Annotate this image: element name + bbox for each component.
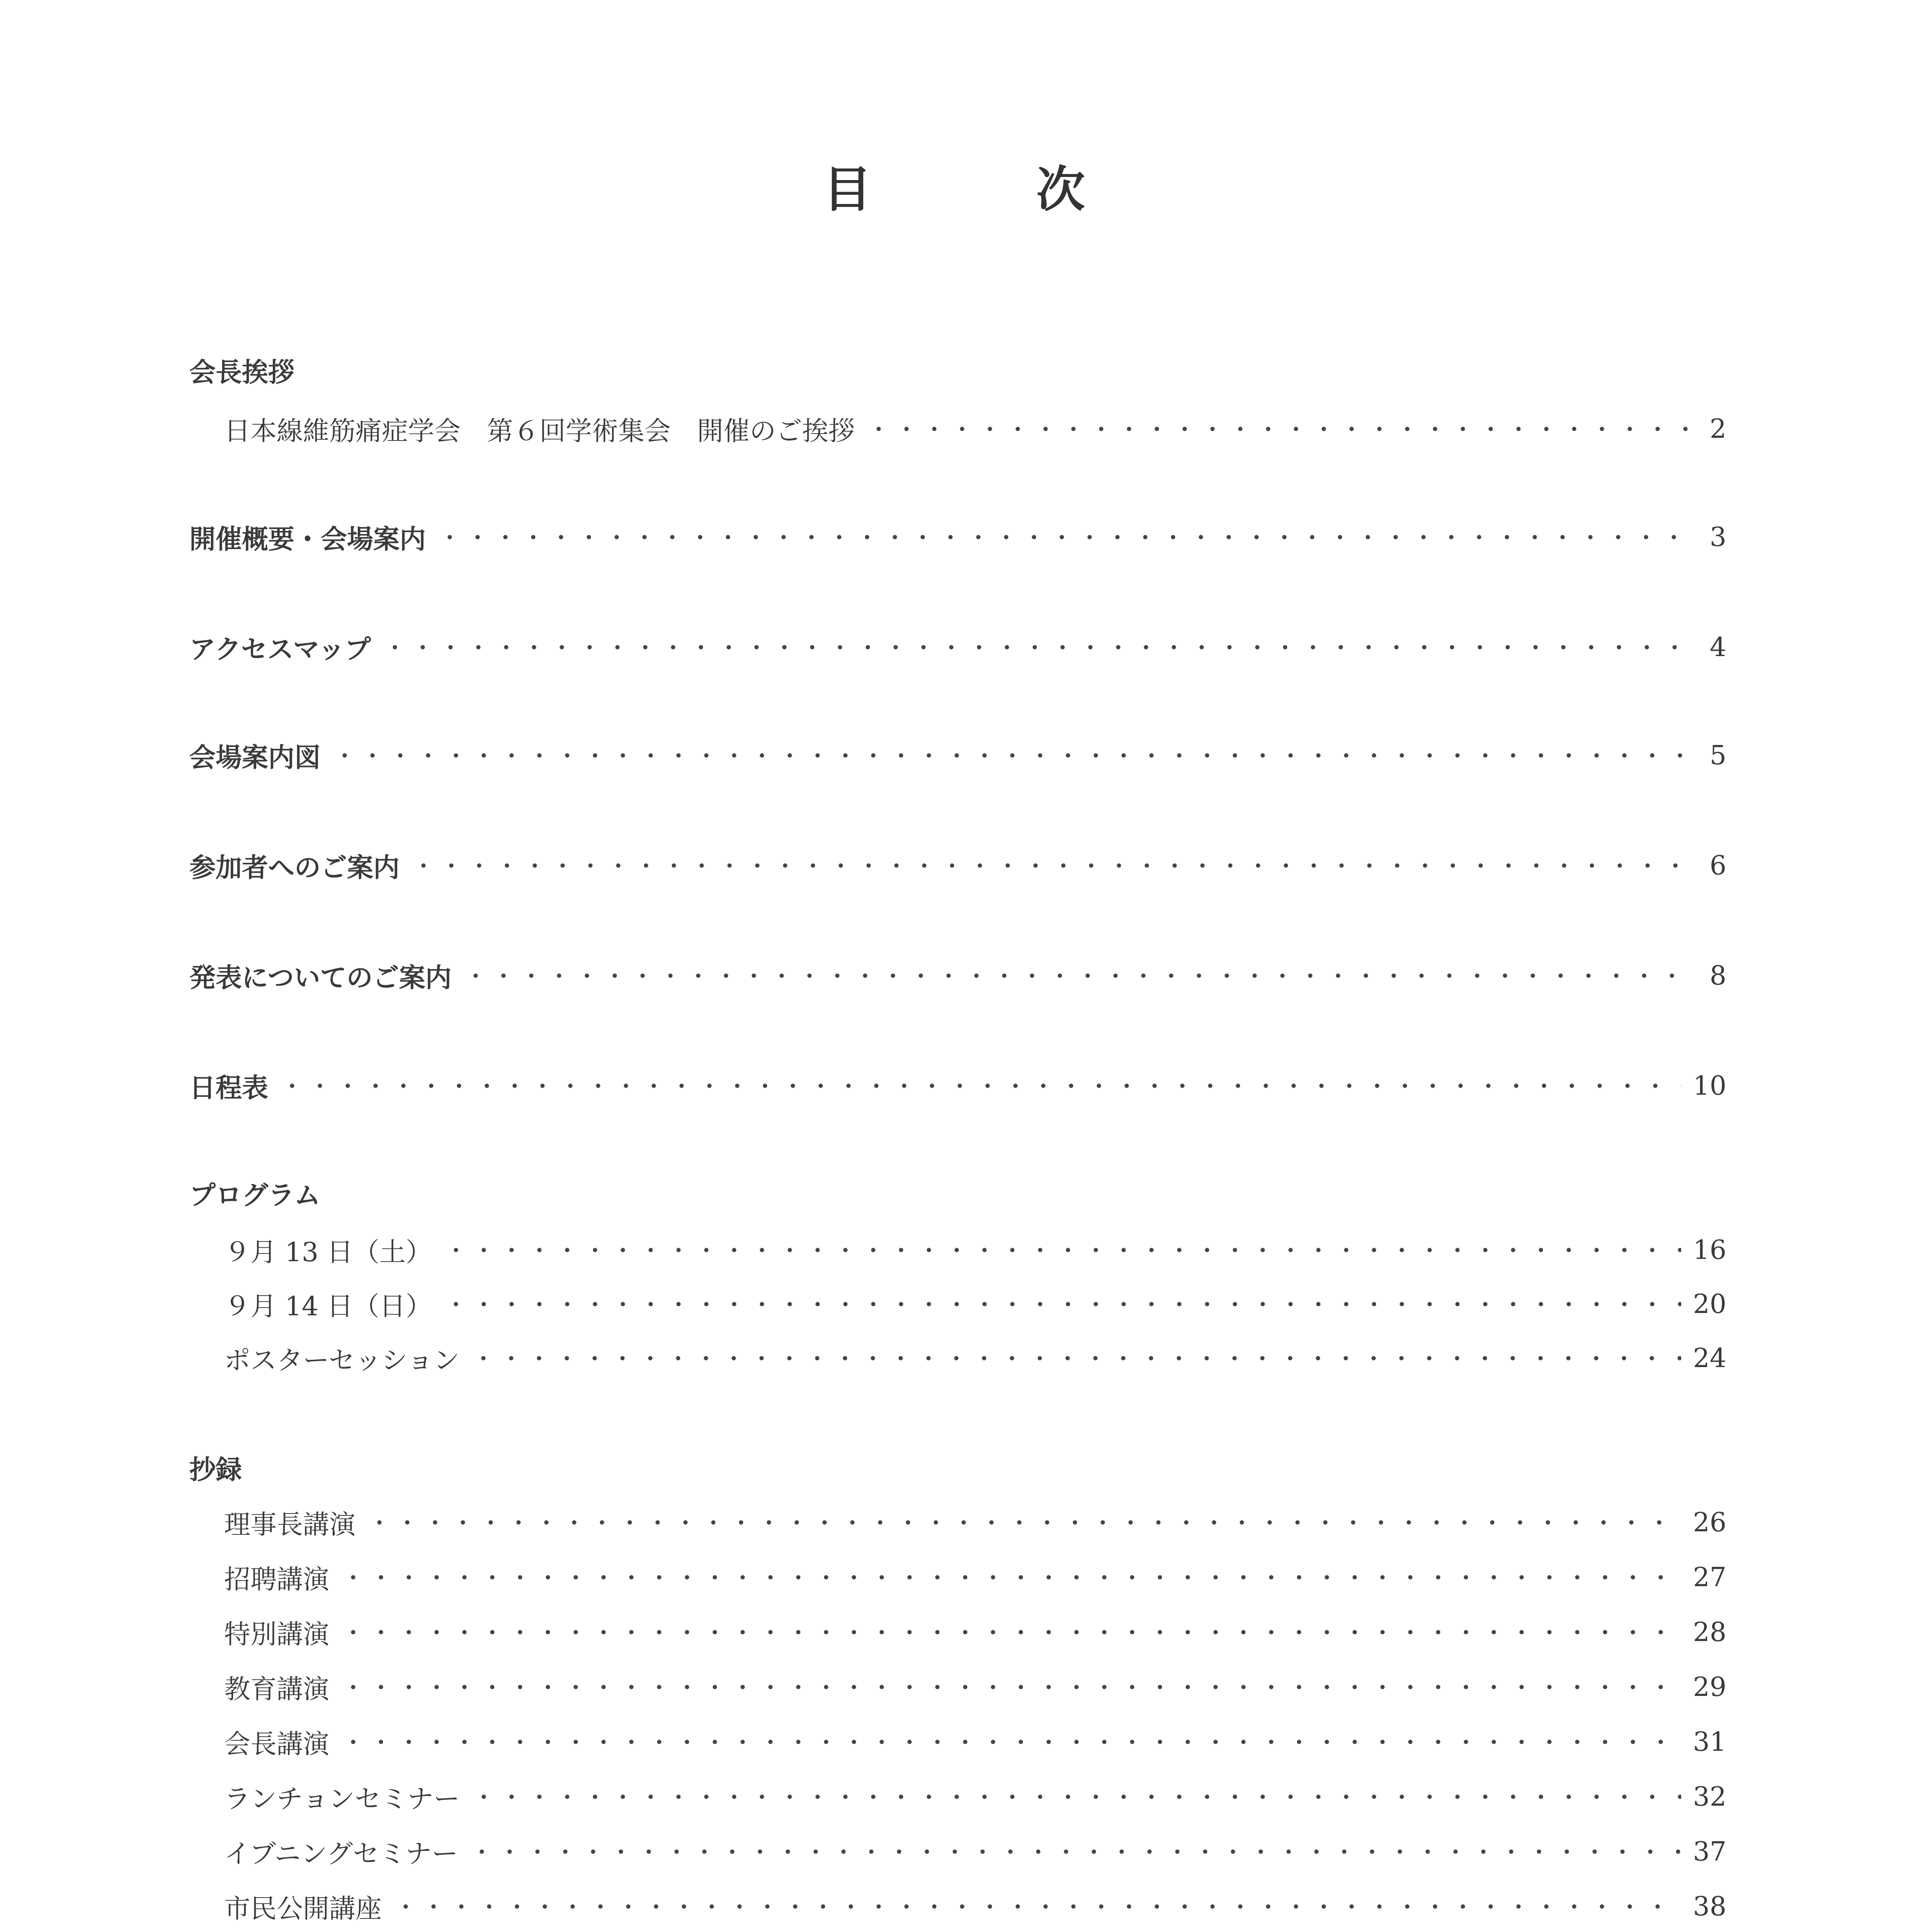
section-heading-abstracts: 抄録 bbox=[189, 1454, 242, 1485]
toc-entry-access-map[interactable] bbox=[189, 628, 1726, 667]
toc-entry-label: 理事長講演 bbox=[224, 1509, 356, 1540]
toc-entry-label: 市民公開講座 bbox=[224, 1893, 382, 1924]
toc-entry-schedule[interactable] bbox=[189, 1066, 1726, 1105]
toc-entry-page: 5 bbox=[1709, 740, 1726, 771]
toc-entry-label: アクセスマップ bbox=[189, 634, 371, 665]
toc-entry-page: 24 bbox=[1693, 1343, 1726, 1374]
toc-entry-page: 10 bbox=[1693, 1070, 1726, 1101]
dot-leader bbox=[339, 1685, 1681, 1689]
toc-entry-page: 29 bbox=[1693, 1672, 1726, 1702]
dot-leader bbox=[339, 1575, 1681, 1580]
toc-entry-abstract[interactable] bbox=[224, 1887, 1726, 1926]
toc-entry-program-day2[interactable] bbox=[224, 1285, 1726, 1323]
toc-entry-label: ポスターセッション bbox=[224, 1345, 460, 1376]
dot-leader bbox=[339, 1740, 1681, 1744]
dot-leader bbox=[410, 863, 1695, 868]
toc-entry-page: 4 bbox=[1709, 632, 1726, 663]
toc-entry-label: 参加者へのご案内 bbox=[189, 852, 400, 883]
dot-leader bbox=[470, 1794, 1682, 1799]
toc-entry-label: 日本線維筋痛症学会 第６回学術集会 開催のご挨拶 bbox=[224, 416, 855, 447]
toc-entry-label: 会場案内図 bbox=[189, 742, 321, 773]
toc-entry-participant-guide[interactable] bbox=[189, 846, 1726, 885]
toc-entry-page: 31 bbox=[1693, 1726, 1726, 1757]
section-heading-greeting: 会長挨拶 bbox=[189, 357, 295, 388]
dot-leader bbox=[381, 645, 1695, 650]
dot-leader bbox=[865, 427, 1695, 431]
toc-entry-program-poster[interactable] bbox=[224, 1339, 1726, 1378]
toc-entry-page: 27 bbox=[1693, 1562, 1726, 1593]
toc-entry-page: 20 bbox=[1693, 1289, 1726, 1320]
toc-entry-label: 会長講演 bbox=[224, 1729, 330, 1760]
toc-entry-page: 38 bbox=[1693, 1891, 1726, 1922]
dot-leader bbox=[392, 1904, 1681, 1909]
toc-entry-abstract[interactable] bbox=[224, 1777, 1726, 1816]
toc-entry-abstract[interactable] bbox=[224, 1613, 1726, 1651]
toc-entry-page: 16 bbox=[1693, 1235, 1726, 1265]
dot-leader bbox=[436, 535, 1695, 539]
toc-entry-overview[interactable] bbox=[189, 518, 1726, 556]
toc-entry-abstract[interactable] bbox=[224, 1558, 1726, 1597]
toc-entry-label: 発表についてのご案内 bbox=[189, 962, 452, 993]
toc-entry-presentation-guide[interactable] bbox=[189, 956, 1726, 995]
dot-leader bbox=[442, 1302, 1682, 1306]
dot-leader bbox=[442, 1248, 1682, 1252]
toc-entry-page: 32 bbox=[1693, 1781, 1726, 1812]
section-heading-program: プログラム bbox=[189, 1180, 321, 1211]
toc-entry-label: ９月 13 日（土） bbox=[224, 1237, 432, 1268]
dot-leader bbox=[339, 1630, 1681, 1634]
toc-entry-page: 2 bbox=[1709, 413, 1726, 444]
dot-leader bbox=[366, 1520, 1681, 1525]
toc-entry-abstract[interactable] bbox=[224, 1832, 1726, 1871]
toc-entry-page: 3 bbox=[1709, 522, 1726, 553]
toc-entry-abstract[interactable] bbox=[224, 1723, 1726, 1761]
toc-entry-program-day1[interactable] bbox=[224, 1231, 1726, 1269]
toc-entry-label: 教育講演 bbox=[224, 1674, 330, 1705]
dot-leader bbox=[469, 1356, 1681, 1361]
toc-entry-label: 特別講演 bbox=[224, 1619, 330, 1650]
dot-leader bbox=[278, 1083, 1681, 1088]
toc-entry-label: イブニングセミナー bbox=[224, 1838, 458, 1869]
toc-entry-label: 日程表 bbox=[189, 1072, 269, 1104]
toc-entry-venue-map[interactable] bbox=[189, 736, 1726, 775]
toc-entry-greeting[interactable] bbox=[224, 410, 1726, 448]
toc-entry-page: 37 bbox=[1693, 1836, 1726, 1867]
toc-entry-label: ９月 14 日（日） bbox=[224, 1291, 432, 1322]
toc-entry-label: ランチョンセミナー bbox=[224, 1784, 460, 1815]
dot-leader bbox=[331, 753, 1695, 758]
toc-entry-page: 8 bbox=[1709, 960, 1726, 991]
page-title: 目 次 bbox=[823, 161, 1143, 218]
dot-leader bbox=[468, 1849, 1681, 1854]
toc-entry-abstract[interactable] bbox=[224, 1668, 1726, 1706]
toc-entry-label: 招聘講演 bbox=[224, 1564, 330, 1595]
dot-leader bbox=[462, 973, 1695, 978]
toc-entry-label: 開催概要・会場案内 bbox=[189, 524, 426, 555]
toc-entry-page: 26 bbox=[1693, 1507, 1726, 1538]
toc-entry-page: 6 bbox=[1709, 850, 1726, 881]
toc-entry-page: 28 bbox=[1693, 1617, 1726, 1648]
toc-entry-abstract[interactable] bbox=[224, 1503, 1726, 1542]
